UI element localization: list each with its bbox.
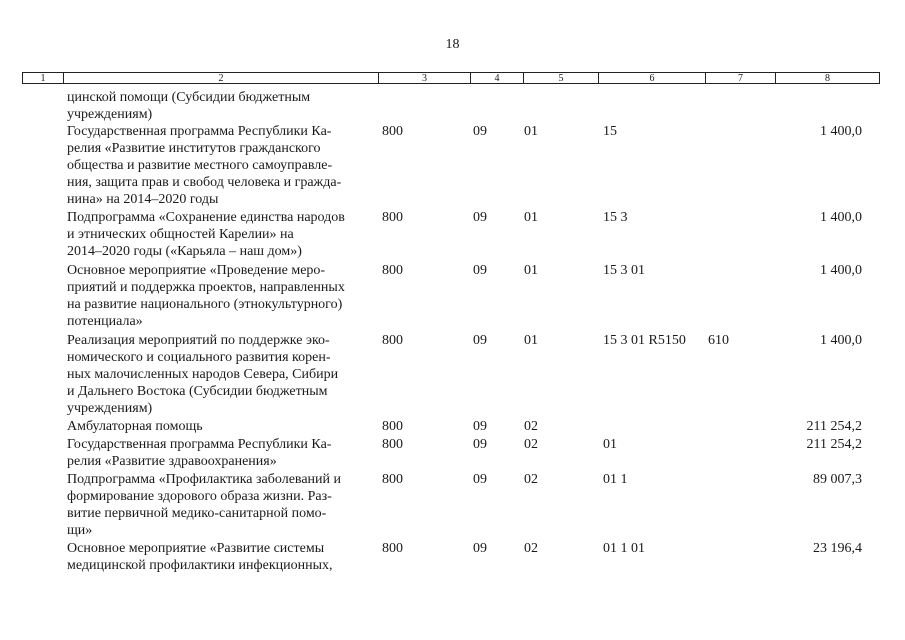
header-col-1: 1 bbox=[40, 73, 46, 84]
row-col-4: 09 bbox=[473, 419, 487, 434]
row-col-7: 610 bbox=[708, 333, 729, 348]
row-name: цинской помощи (Субсидии бюджетным учреждениям) bbox=[67, 90, 311, 122]
row-col-3: 800 bbox=[382, 263, 403, 278]
row-col-8: 89 007,3 bbox=[813, 472, 862, 487]
row-name: Основное мероприятие «Проведение меро- приятий и поддержка проектов, направленных на развитие национального (этнокультурного) потенциала» bbox=[67, 263, 345, 329]
row-col-3: 800 bbox=[382, 437, 403, 452]
row-col-8: 1 400,0 bbox=[820, 124, 862, 139]
row-name: Подпрограмма «Профилактика заболеваний и формирование здорового образа жизни. Раз- витие первичной медико-санитарной помо- щи» bbox=[67, 472, 342, 538]
header-col-3: 3 bbox=[378, 73, 470, 83]
row-col-4: 09 bbox=[473, 437, 487, 452]
row-col-3: 800 bbox=[382, 124, 403, 139]
row-col-3: 800 bbox=[382, 333, 403, 348]
row-col-6: 15 3 bbox=[603, 210, 628, 225]
row-col-5: 01 bbox=[524, 210, 538, 225]
row-col-6: 01 bbox=[603, 437, 617, 452]
table-header bbox=[22, 72, 880, 84]
row-col-3: 800 bbox=[382, 419, 403, 434]
header-col-2: 2 bbox=[63, 73, 378, 83]
page-number: 18 bbox=[445, 37, 460, 52]
row-col-8: 23 196,4 bbox=[813, 541, 862, 556]
row-col-8: 1 400,0 bbox=[820, 210, 862, 225]
row-col-4: 09 bbox=[473, 124, 487, 139]
header-col-8: 8 bbox=[775, 73, 879, 83]
row-name: Подпрограмма «Сохранение единства народов и этнических общностей Карелии» на 2014–2020 годы («Карьяла – наш дом») bbox=[67, 210, 345, 259]
row-col-4: 09 bbox=[473, 333, 487, 348]
row-col-3: 800 bbox=[382, 472, 403, 487]
row-col-4: 09 bbox=[473, 541, 487, 556]
row-col-6: 15 bbox=[603, 124, 617, 139]
row-col-4: 09 bbox=[473, 263, 487, 278]
row-col-6: 01 1 01 bbox=[603, 541, 645, 556]
header-col-5: 5 bbox=[523, 73, 598, 83]
row-col-5: 01 bbox=[524, 263, 538, 278]
row-col-5: 01 bbox=[524, 333, 538, 348]
row-col-3: 800 bbox=[382, 210, 403, 225]
row-col-5: 02 bbox=[524, 437, 538, 452]
row-col-5: 02 bbox=[524, 419, 538, 434]
row-col-6: 15 3 01 bbox=[603, 263, 645, 278]
row-col-5: 02 bbox=[524, 541, 538, 556]
header-col-4: 4 bbox=[470, 73, 523, 83]
row-col-8: 1 400,0 bbox=[820, 333, 862, 348]
row-col-8: 211 254,2 bbox=[806, 419, 862, 434]
row-col-8: 1 400,0 bbox=[820, 263, 862, 278]
row-col-6: 15 3 01 R5150 bbox=[603, 333, 686, 348]
row-col-3: 800 bbox=[382, 541, 403, 556]
row-col-6: 01 1 bbox=[603, 472, 628, 487]
row-col-5: 02 bbox=[524, 472, 538, 487]
row-col-5: 01 bbox=[524, 124, 538, 139]
row-col-4: 09 bbox=[473, 472, 487, 487]
header-col-7: 7 bbox=[705, 73, 775, 83]
row-name: Реализация мероприятий по поддержке эко- номического и социального развития корен- ных малочисленных народов Севера, Сибири и Дальнего Востока (Субсидии бюджетным учреждениям) bbox=[67, 333, 339, 416]
row-col-8: 211 254,2 bbox=[806, 437, 862, 452]
row-col-4: 09 bbox=[473, 210, 487, 225]
header-col-6: 6 bbox=[598, 73, 705, 83]
row-name: Государственная программа Республики Ка- релия «Развитие институтов гражданского общества и развитие местного самоуправле- ния, защита прав и свобод человека и гражда- нина» на 2014–2020 годы bbox=[67, 124, 342, 207]
row-name: Основное мероприятие «Развитие системы медицинской профилактики инфекционных, bbox=[67, 541, 333, 573]
row-name: Амбулаторная помощь bbox=[67, 419, 203, 434]
row-name: Государственная программа Республики Ка- релия «Развитие здравоохранения» bbox=[67, 437, 332, 469]
